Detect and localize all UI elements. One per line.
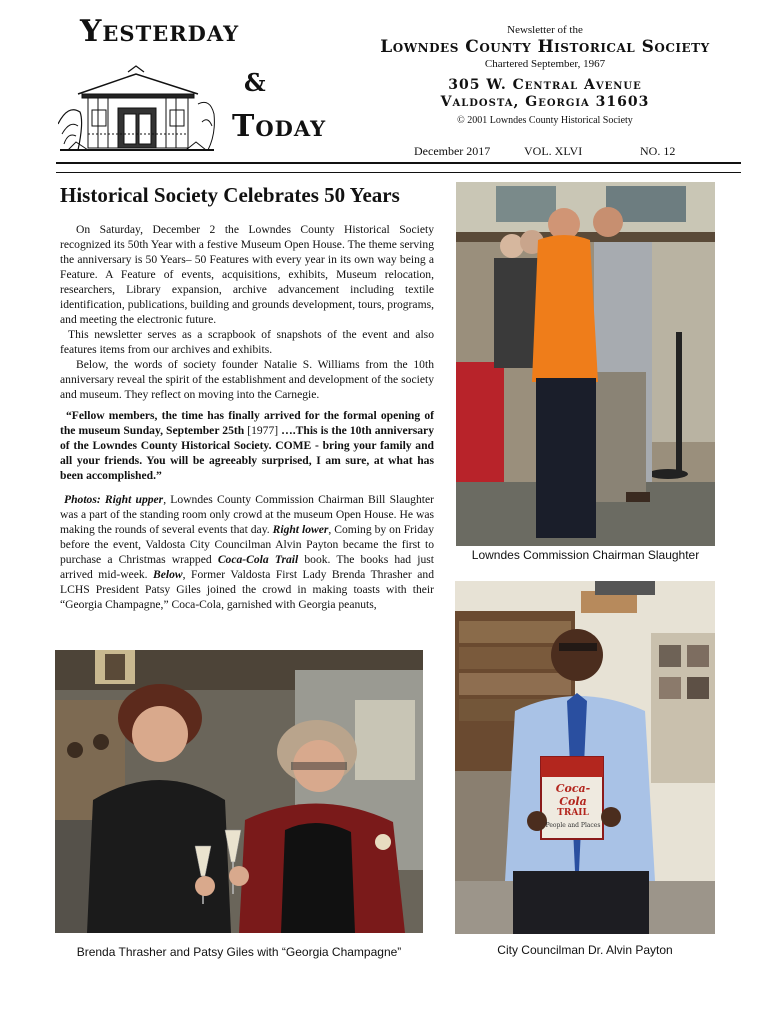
quote-year: [1977] <box>247 424 279 437</box>
article-paragraph-1: On Saturday, December 2 the Lowndes County Historical Society recognized its 50th Year with a festive Museum Open House. The theme serving the anniversary is 50 Years– 50 Features with every year in its own way being a Feature. A Feature of events, acquisitions, exhibits, Museum relocation, researchers, Library expansion, archive advancement including textile identification, publications, building and grounds development, tours, programs, and meeting the electronic future. <box>60 223 434 326</box>
header-rule-thick <box>56 162 741 164</box>
label-right-upper: Photos: Right upper <box>64 493 164 506</box>
article-headline: Historical Society Celebrates 50 Years <box>60 183 400 207</box>
quote-part-a: “Fellow members, the time has finally arrived for the formal opening of the museum Sunday, September 25th <box>60 409 434 437</box>
coca-cola-trail-book <box>543 760 603 838</box>
label-right-lower: Right lower <box>272 523 329 536</box>
masthead-yesterday: Yesterday <box>80 14 240 49</box>
photo-councilman-payton <box>455 581 715 934</box>
article-paragraph-2: This newsletter serves as a scrapbook of snapshots of the event and also features items from our archives and exhibits. <box>60 328 434 356</box>
caption-slaughter: Lowndes Commission Chairman Slaughter <box>471 548 700 562</box>
book-word: TRAIL <box>557 808 589 818</box>
photo-chairman-slaughter <box>456 182 715 546</box>
newsletter-of-label: Newsletter of the <box>507 24 583 36</box>
address-line-1: 305 W. Central Avenue <box>448 77 642 93</box>
book-title: Coca-Cola Trail <box>217 553 299 566</box>
article-paragraph-3: Below, the words of society founder Natalie S. Williams from the 10th anniversary reveal the spirit of the establishment and development of the society and museum. They reflect on moving into the Carnegie. <box>60 358 434 401</box>
book-brand: Coca-Cola <box>555 782 591 808</box>
issue-date: December 2017 <box>414 144 491 158</box>
caption-thrasher-giles: Brenda Thrasher and Patsy Giles with “Georgia Champagne” <box>76 945 402 959</box>
copyright-line: © 2001 Lowndes County Historical Society <box>457 115 633 126</box>
museum-sketch-image <box>58 64 216 156</box>
masthead-ampersand: & <box>244 68 267 97</box>
label-below: Below <box>153 568 183 581</box>
article-body <box>60 222 434 402</box>
photos-text-2: , Coming by on Friday before the event, Valdosta City Councilman Alvin Payton became the first to purchase a Christmas wrapped <box>60 523 434 566</box>
quote-part-b: ….This is the 10th anniversary of the Lowndes County Historical Society. COME - bring your family and all your friends. You will be agreeably surprised, I am sure, at what has been accomplished.” <box>60 424 434 482</box>
photo-thrasher-giles <box>55 650 423 933</box>
caption-payton: City Councilman Dr. Alvin Payton <box>497 943 673 957</box>
photos-text-4: , Former Valdosta First Lady Brenda Thrasher and LCHS President Patsy Giles joined the crowd in making toasts with their “Georgia Champagne,” Coca-Cola, garnished with Georgia peanuts, <box>60 568 434 611</box>
issue-number: NO. 12 <box>640 144 676 158</box>
photos-text-1: , Lowndes County Commission Chairman Bill Slaughter was a part of the standing room only crowd at the museum Open House. He was making the rounds of several events that day. <box>60 493 434 536</box>
masthead-today: Today <box>232 109 327 144</box>
header-rule-thin <box>56 172 741 173</box>
society-name: Lowndes County Historical Society <box>380 37 710 57</box>
address-line-2: Valdosta, Georgia 31603 <box>440 94 650 110</box>
book-subtitle: People and Places <box>545 822 601 829</box>
photos-text-3: book. The books had just arrived mid-week. <box>60 553 434 581</box>
chartered-date: Chartered September, 1967 <box>484 58 606 70</box>
founder-quote <box>60 408 434 483</box>
photo-credits <box>60 492 434 612</box>
issue-volume: VOL. XLVI <box>524 144 583 158</box>
